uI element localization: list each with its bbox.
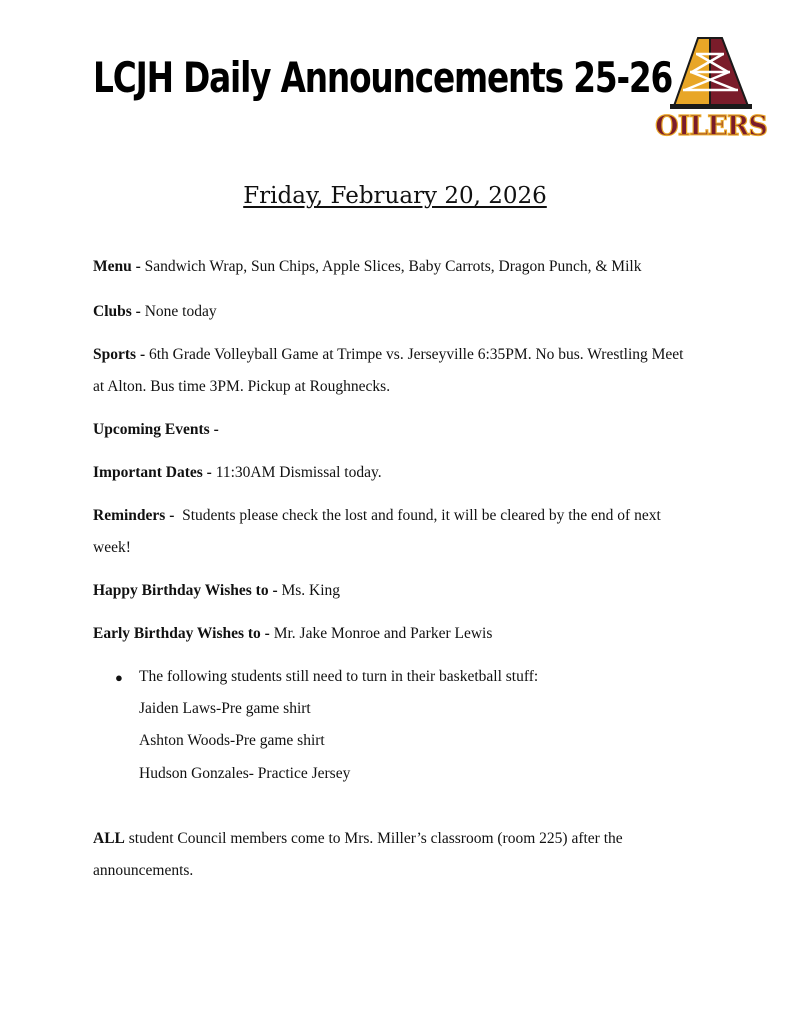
sports-line — [93, 346, 684, 364]
important-dates-text: 11:30AM Dismissal today. — [215, 464, 382, 481]
basketball-item: Jaiden Laws-Pre game shirt — [139, 700, 311, 717]
reminders-line-cont: week! — [93, 539, 131, 556]
basketball-item: Hudson Gonzales- Practice Jersey — [139, 765, 351, 782]
sports-label: Sports - — [93, 346, 149, 363]
early-birthday-text: Mr. Jake Monroe and Parker Lewis — [273, 625, 493, 642]
important-dates-line — [93, 464, 382, 482]
council-line — [93, 830, 623, 848]
basketball-item: Ashton Woods-Pre game shirt — [139, 732, 325, 749]
important-dates-label: Important Dates - — [93, 464, 216, 481]
sports-text: 6th Grade Volleyball Game at Trimpe vs. Jerseyville 6:35PM. No bus. Wrestling Meet — [148, 346, 684, 363]
happy-birthday-text: Ms. King — [281, 582, 341, 599]
council-text: student Council members come to Mrs. Miller’s classroom (room 225) after the — [124, 830, 623, 847]
sports-line-cont: at Alton. Bus time 3PM. Pickup at Roughnecks. — [93, 378, 391, 395]
early-birthday-line — [93, 625, 492, 643]
svg-text:OILERS: OILERS — [655, 111, 767, 142]
page-title: LCJH Daily Announcements 25-26 — [93, 53, 673, 102]
upcoming-events-label: Upcoming Events - — [93, 421, 219, 438]
happy-birthday-label: Happy Birthday Wishes to - — [93, 582, 282, 599]
menu-line — [93, 258, 641, 276]
reminders-line — [93, 507, 661, 525]
menu-label: Menu - — [93, 258, 145, 275]
clubs-line — [93, 303, 217, 321]
announcement-date: Friday, February 20, 2026 — [243, 183, 547, 209]
oilers-logo-icon — [650, 34, 772, 142]
council-line-cont: announcements. — [93, 862, 194, 879]
basketball-intro: The following students still need to turn in their basketball stuff: — [139, 668, 539, 685]
council-label: ALL — [93, 830, 125, 847]
bullet-icon: ● — [115, 670, 123, 685]
clubs-label: Clubs - — [93, 303, 145, 320]
reminders-label: Reminders - — [93, 507, 179, 524]
early-birthday-label: Early Birthday Wishes to - — [93, 625, 274, 642]
upcoming-events-line — [93, 421, 219, 439]
happy-birthday-line — [93, 582, 340, 600]
menu-text: Sandwich Wrap, Sun Chips, Apple Slices, Baby Carrots, Dragon Punch, & Milk — [144, 258, 642, 275]
clubs-text: None today — [144, 303, 217, 320]
reminders-text: Students please check the lost and found, it will be cleared by the end of next — [178, 507, 661, 524]
